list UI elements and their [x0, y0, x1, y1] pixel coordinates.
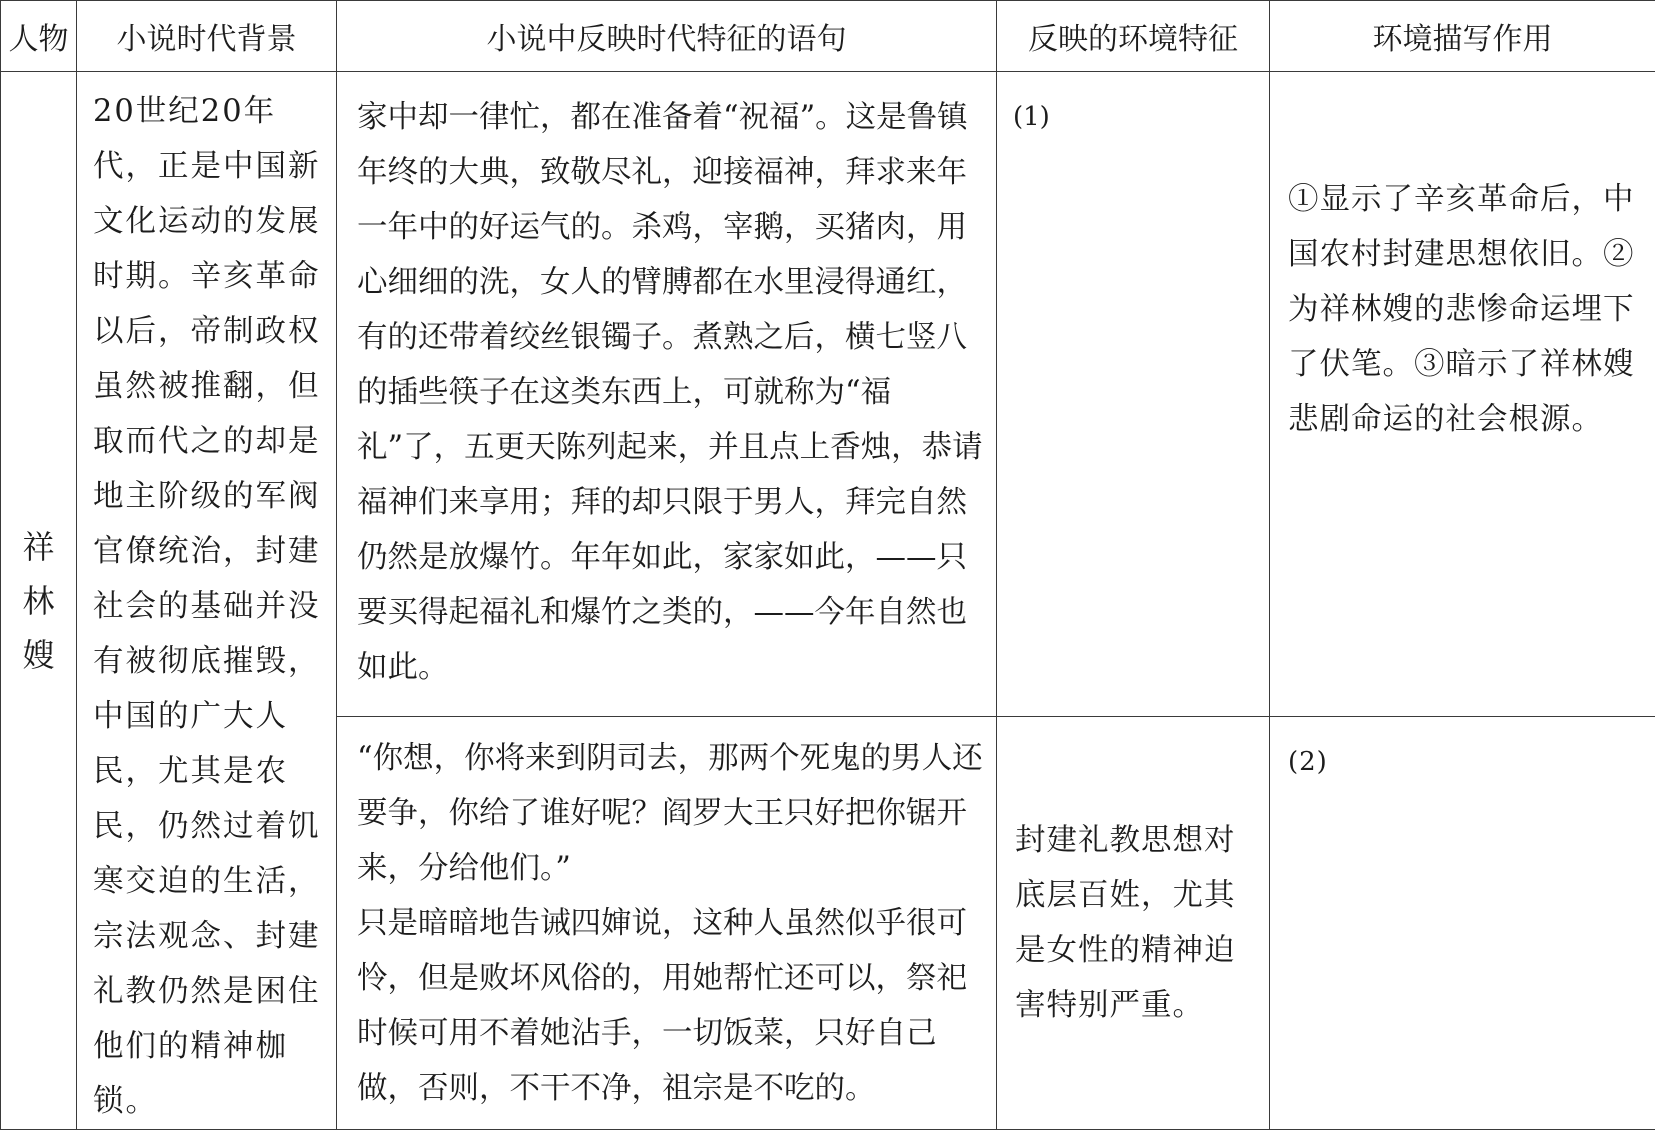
header-quotes: 小说中反映时代特征的语句	[337, 1, 997, 72]
env-feature-cell-1	[997, 72, 1270, 717]
function-text-1: ①显示了辛亥革命后，中国农村封建思想依旧。②为祥林嫂的悲惨命运埋下了伏笔。③暗示了祥林嫂悲剧命运的社会根源。	[1270, 72, 1655, 447]
answer-blank-1: (1)	[1013, 90, 1259, 145]
character-name: 祥林嫂	[21, 520, 57, 682]
function-cell-1	[1270, 72, 1655, 717]
background-text: 20世纪20年代，正是中国新文化运动的发展时期。辛亥革命以后，帝制政权虽然被推翻，但取而代之的却是地主阶级的军阀官僚统治，封建社会的基础并没有被彻底摧毁，中国的广大人民，尤其是农民，仍然过着饥寒交迫的生活，宗法观念、封建礼教仍然是困住他们的精神枷锁。	[77, 72, 336, 1129]
quote-cell-1	[337, 72, 997, 717]
header-background: 小说时代背景	[77, 1, 337, 72]
quote-text-2a: “你想，你将来到阴司去，那两个死鬼的男人还要争，你给了谁好呢？阎罗大王只好把你锯开来，分给他们。”	[357, 731, 988, 896]
character-cell	[1, 72, 77, 1130]
env-feature-text-2: 封建礼教思想对底层百姓，尤其是女性的精神迫害特别严重。	[997, 813, 1269, 1033]
function-cell-2	[1270, 716, 1655, 1129]
quote-text-1: 家中却一律忙，都在准备着“祝福”。这是鲁镇年终的大典，致敬尽礼，迎接福神，拜求来年一年中的好运气的。杀鸡，宰鹅，买猪肉，用心细细的洗，女人的臂膊都在水里浸得通红，有的还带着绞丝银镯子。煮熟之后，横七竖八的插些筷子在这类东西上，可就称为“福礼”了，五更天陈列起来，并且点上香烛，恭请福神们来享用；拜的却只限于男人，拜完自然仍然是放爆竹。年年如此，家家如此，——只要买得起福礼和爆竹之类的，——今年自然也如此。	[337, 72, 996, 695]
answer-blank-2: (2)	[1288, 735, 1647, 790]
header-character: 人物	[1, 1, 77, 72]
header-env-function: 环境描写作用	[1270, 1, 1655, 72]
quote-text-2b: 只是暗暗地告诫四婶说，这种人虽然似乎很可怜，但是败坏风俗的，用她帮忙还可以，祭祀时候可用不着她沾手，一切饭菜，只好自己做，否则，不干不净，祖宗是不吃的。	[357, 896, 988, 1116]
table-row	[1, 72, 1655, 717]
env-feature-cell-2	[997, 716, 1270, 1129]
background-cell	[77, 72, 337, 1130]
header-env-features: 反映的环境特征	[997, 1, 1270, 72]
quote-cell-2	[337, 716, 997, 1129]
header-row	[1, 1, 1655, 72]
